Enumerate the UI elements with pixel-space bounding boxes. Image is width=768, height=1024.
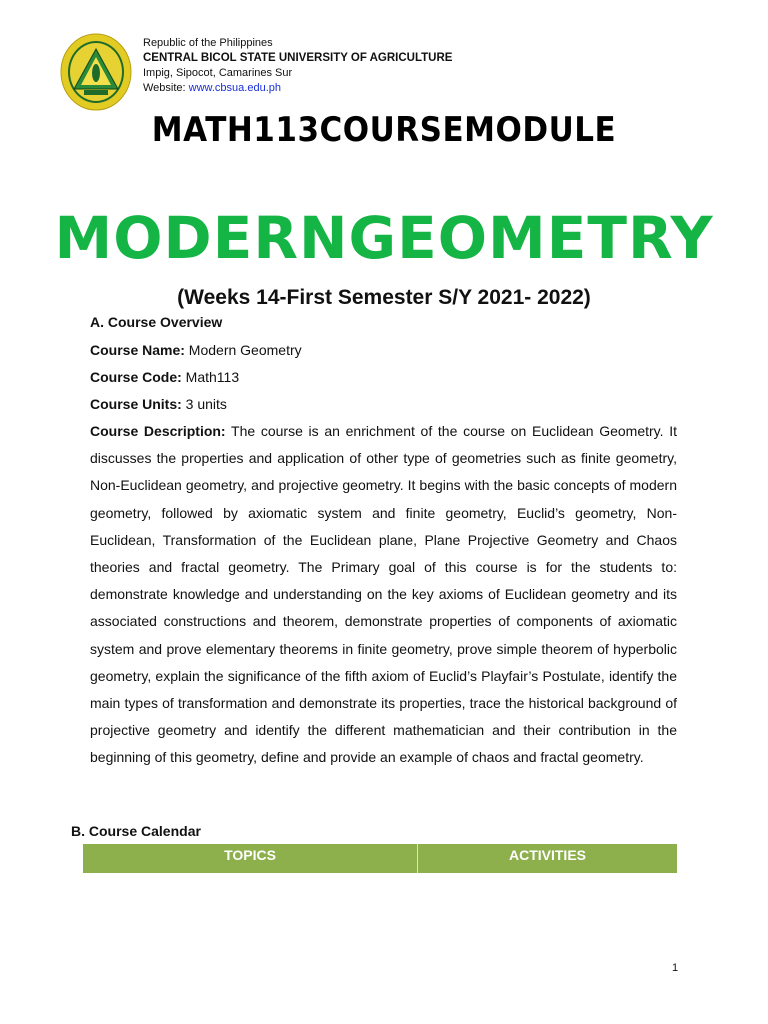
weeks-subtitle: (Weeks 14-First Semester S/Y 2021- 2022) (177, 286, 591, 309)
university-seal-logo (60, 33, 132, 111)
course-units-field (90, 396, 227, 412)
course-code-value: Math113 (181, 369, 240, 385)
page-number: 1 (672, 962, 679, 974)
address-line: Impig, Sipocot, Camarines Sur (143, 67, 293, 79)
column-header-activities: ACTIVITIES (508, 847, 586, 863)
column-header-topics: TOPICS (83, 844, 418, 873)
section-a-heading: A. Course Overview (90, 314, 223, 330)
course-description-label: Course Description: (90, 423, 226, 439)
course-name-label: Course Name: (90, 342, 185, 358)
website-line (143, 81, 452, 96)
course-name-field (90, 342, 302, 358)
course-code-field (90, 369, 239, 385)
university-name: CENTRAL BICOL STATE UNIVERSITY OF AGRICULTURE (143, 52, 453, 64)
main-title: MODERNGEOMETRY (54, 204, 714, 272)
website-label: Website: (143, 82, 189, 94)
section-b-heading: B. Course Calendar (71, 823, 201, 839)
course-units-value: 3 units (181, 396, 227, 412)
course-name-value: Modern Geometry (184, 342, 302, 358)
course-code-label: Course Code: (90, 369, 182, 385)
course-description-text: The course is an enrichment of the course on Euclidean Geometry. It discusses the properties and application of other type of geometries such as finite geometry, Non-Euclidean geometry, and projective geometry. It begins with the basic concepts of modern geometry, followed by axiomatic system and finite geometry, Euclid’s geometry, Non-Euclidean, Transformation of the Euclidean plane, Plane Projective Geometry and Chaos theories and fractal geometry. The Primary goal of this course is for the students to: demonstrate knowledge and understanding on the key axioms of Euclidean geometry and its associated constructions and theorem, demonstrate properties of components of axiomatic system and prove elementary theorems in finite geometry, prove simple theorem of hyperbolic geometry, explain the significance of the fifth axiom of Euclid’s Playfair’s Postulate, identify the main types of transformation and demonstrate its properties, trace the historical background of projective geometry and identify the different mathematician and their contribution in the beginning of this geometry, define and provide an example of chaos and fractal geometry. (90, 423, 677, 766)
course-units-label: Course Units: (90, 396, 182, 412)
course-calendar-table-header (83, 844, 677, 873)
country-line: Republic of the Philippines (143, 37, 273, 49)
institution-header (143, 36, 452, 96)
module-title: MATH113COURSEMODULE (151, 110, 617, 150)
website-link[interactable]: www.cbsua.edu.ph (188, 82, 281, 94)
course-description (90, 418, 677, 772)
